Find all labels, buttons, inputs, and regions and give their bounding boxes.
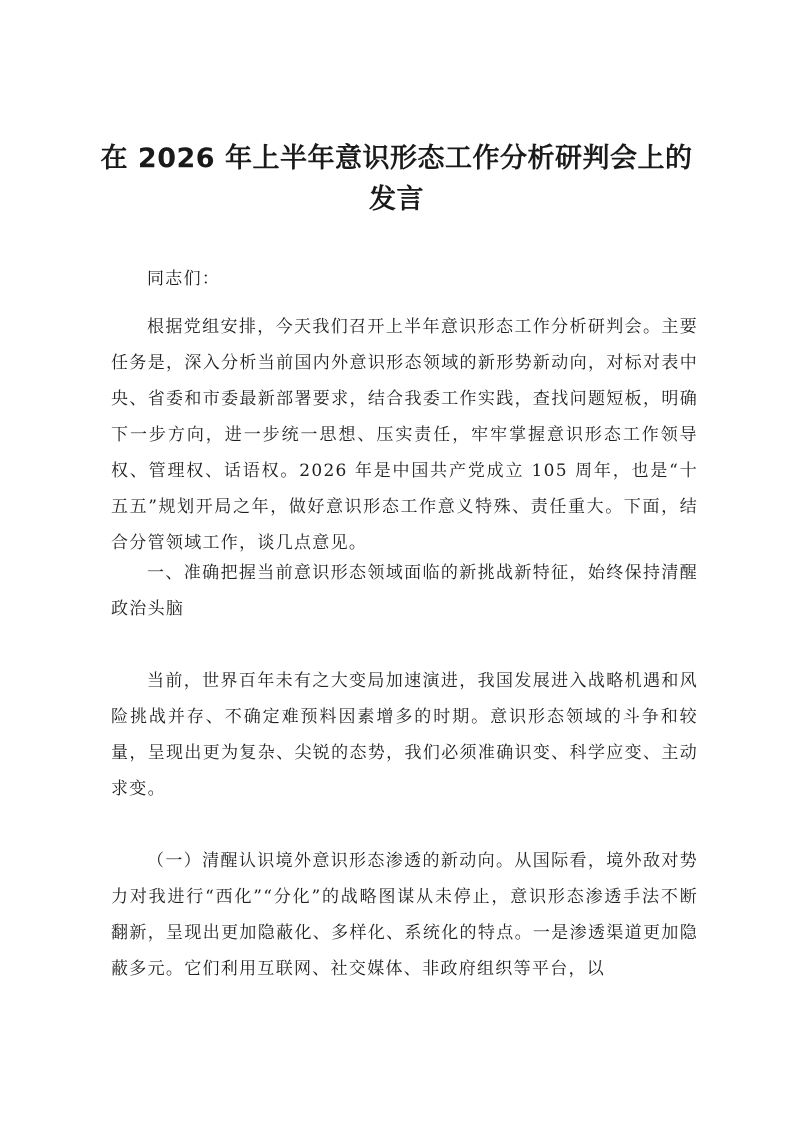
section-heading-1: 一、准确把握当前意识形态领域面临的新挑战新特征，始终保持清醒政治头脑 bbox=[111, 563, 698, 619]
salutation: 同志们： bbox=[147, 269, 221, 289]
paragraph-subsection-1: （一）清醒认识境外意识形态渗透的新动向。从国际看，境外敌对势力对我进行“西化”“分化”的战略图谋从未停止，意识形态渗透手法不断翻新，呈现出更加隐蔽化、多样化、系统化的特点。一是渗透渠道更加隐蔽多元。它们利用互联网、社交媒体、非政府组织等平台，以 bbox=[111, 851, 698, 979]
paragraph-situation: 当前，世界百年未有之大变局加速演进，我国发展进入战略机遇和风险挑战并存、不确定难预料因素增多的时期。意识形态领域的斗争和较量，呈现出更为复杂、尖锐的态势，我们必须准确识变、科学应变、主动求变。 bbox=[111, 671, 698, 799]
paragraph-intro: 根据党组安排，今天我们召开上半年意识形态工作分析研判会。主要任务是，深入分析当前国内外意识形态领域的新形势新动向，对标对表中央、省委和市委最新部署要求，结合我委工作实践，查找问题短板，明确下一步方向，进一步统一思想、压实责任，牢牢掌握意识形态工作领导权、管理权、话语权。2026 年是中国共产党成立 105 周年，也是“十五五”规划开局之年，做好意识形态工作意义特殊、责任重大。下面，结合分管领域工作，谈几点意见。 bbox=[111, 317, 698, 553]
document-title: 在 2026 年上半年意识形态工作分析研判会上的发言 bbox=[100, 143, 693, 215]
